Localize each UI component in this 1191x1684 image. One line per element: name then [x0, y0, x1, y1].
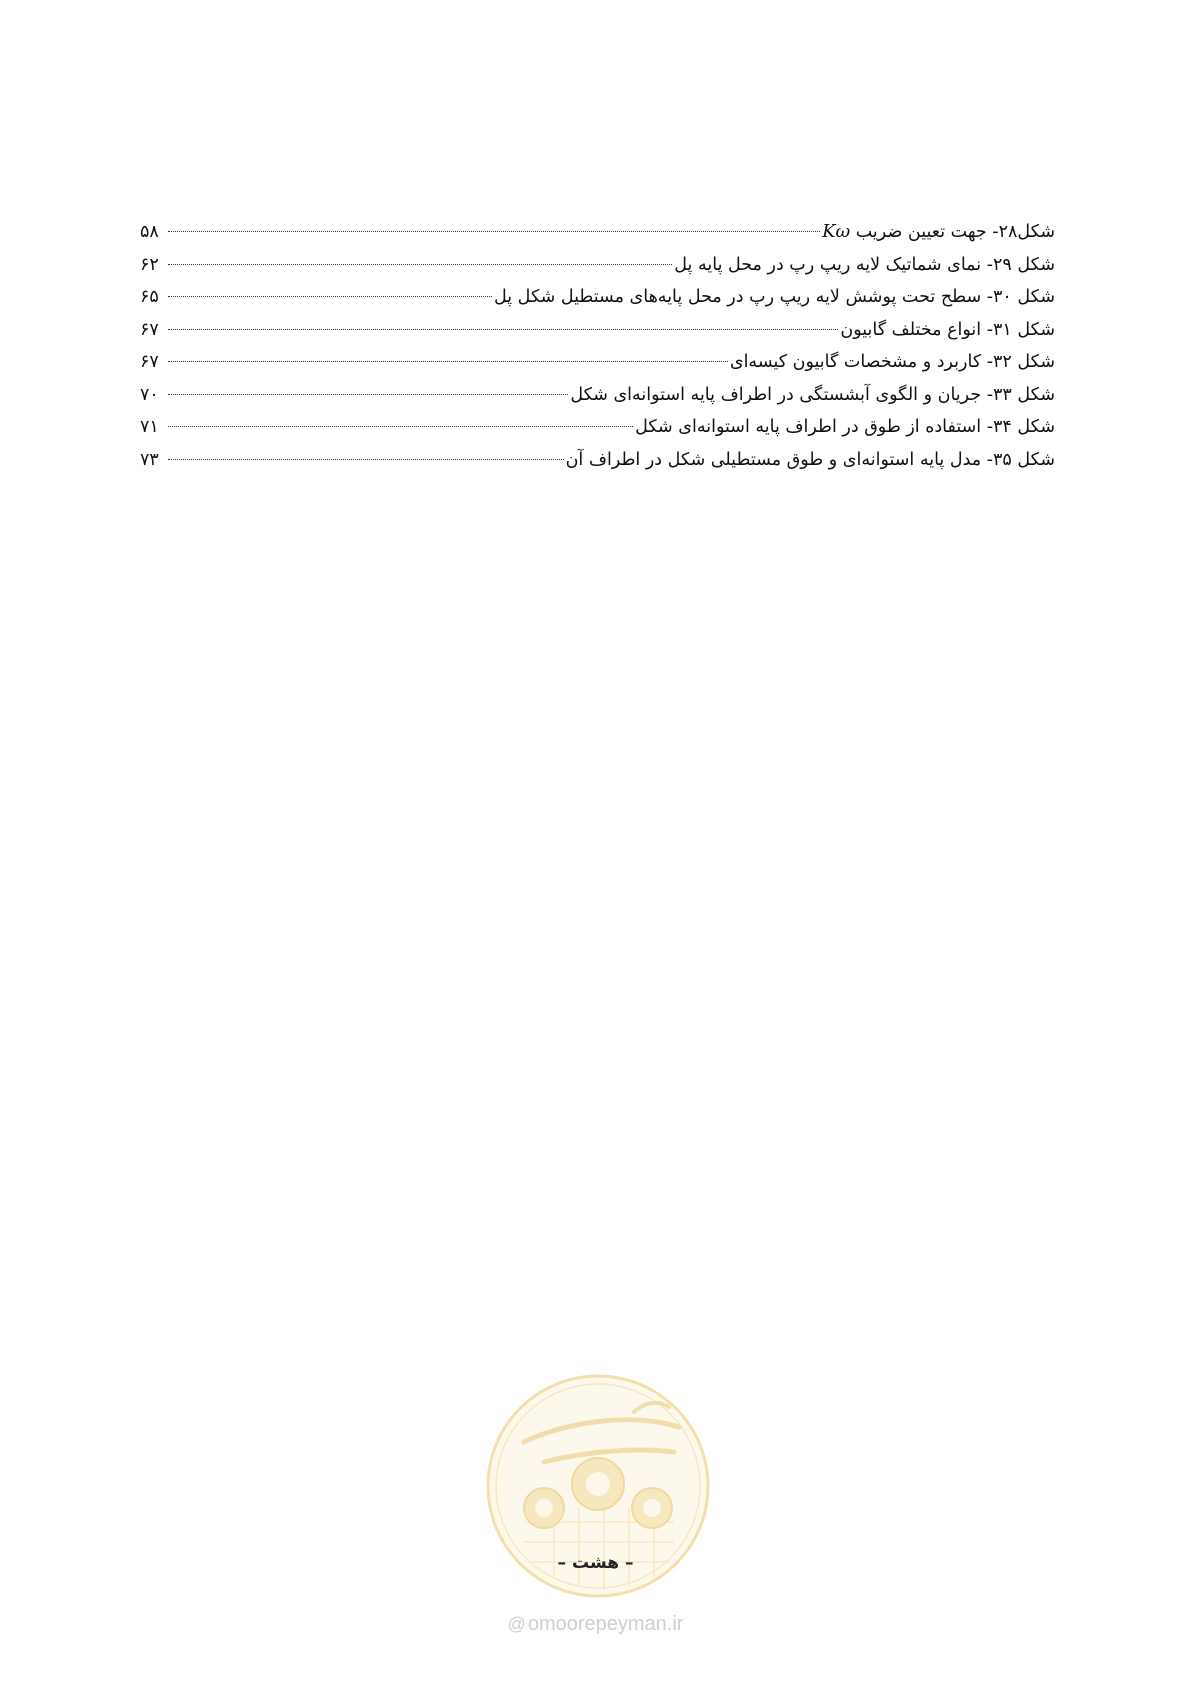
figure-list	[140, 216, 1055, 476]
dot-leader	[168, 361, 728, 362]
toc-entry-title: شکل۲۸- جهت تعیین ضریب Kω	[822, 221, 1055, 242]
dot-leader	[168, 459, 564, 460]
toc-entry-33[interactable]	[140, 379, 1055, 412]
dot-leader	[168, 426, 633, 427]
site-watermark	[0, 1613, 1191, 1636]
toc-entry-title: شکل ۳۳- جریان و الگوی آبشستگی در اطراف پایه استوانه‌ای شکل	[570, 384, 1055, 405]
toc-entry-32[interactable]	[140, 346, 1055, 379]
dot-leader	[168, 394, 568, 395]
toc-entry-28[interactable]	[140, 216, 1055, 249]
toc-entry-page: ۷۳	[140, 449, 159, 470]
globe-icon: @	[507, 1614, 526, 1634]
toc-entry-page: ۷۰	[140, 384, 159, 405]
toc-entry-title: شکل ۳۱- انواع مختلف گابیون	[840, 319, 1055, 340]
page-number: – هشت –	[557, 1553, 634, 1573]
toc-entry-30[interactable]	[140, 281, 1055, 314]
toc-entry-title: شکل ۲۹- نمای شماتیک لایه ریپ رپ در محل پایه پل	[674, 254, 1055, 275]
k-omega-symbol: Kω	[822, 221, 851, 242]
toc-entry-page: ۶۷	[140, 319, 159, 340]
dot-leader	[168, 296, 492, 297]
toc-entry-title: شکل ۳۰- سطح تحت پوشش لایه ریپ رپ در محل پایه‌های مستطیل شکل پل	[494, 287, 1055, 307]
toc-entry-page: ۵۸	[140, 222, 159, 242]
toc-entry-page: ۶۷	[140, 352, 159, 372]
toc-entry-title: شکل ۳۲- کاربرد و مشخصات گابیون کیسه‌ای	[729, 352, 1055, 372]
toc-entry-page: ۶۵	[140, 287, 159, 307]
toc-entry-29[interactable]	[140, 249, 1055, 282]
toc-entry-page: ۷۱	[140, 417, 159, 437]
toc-entry-page: ۶۲	[140, 254, 159, 275]
dot-leader	[168, 329, 838, 330]
toc-entry-35[interactable]	[140, 444, 1055, 477]
toc-entry-31[interactable]	[140, 314, 1055, 347]
dot-leader	[168, 231, 820, 232]
dot-leader	[168, 264, 672, 265]
toc-entry-title: شکل ۳۵- مدل پایه استوانه‌ای و طوق مستطیلی شکل در اطراف آن	[565, 449, 1055, 470]
site-url: omoorepeyman.ir	[527, 1613, 684, 1635]
toc-entry-34[interactable]	[140, 411, 1055, 444]
toc-entry-title: شکل ۳۴- استفاده از طوق در اطراف پایه استوانه‌ای شکل	[635, 417, 1055, 437]
